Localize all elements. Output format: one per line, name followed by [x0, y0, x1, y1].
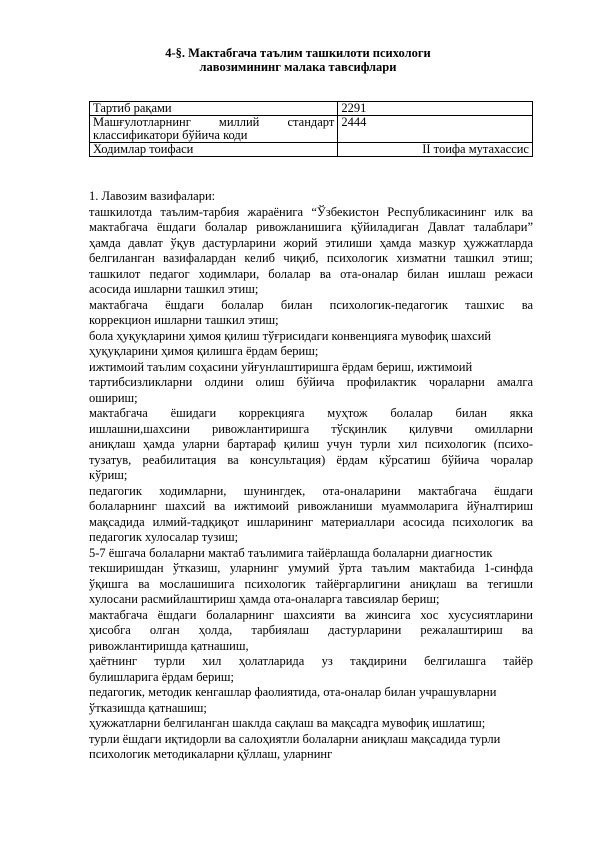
heading-line-2: лавозимининг малака тавсифлари — [199, 60, 397, 74]
body-line: ишлашни,шахсини ривожлантиришга тўсқинлик қилувчи омилларни — [89, 421, 533, 436]
row-value-staff-category: II тоифа мутахассис — [338, 143, 533, 157]
classifier-label-line-2: классификатори бўйича коди — [93, 128, 248, 142]
table-row — [90, 116, 533, 143]
body-line: ўтказишда қатнашиш; — [89, 700, 207, 715]
body-line: мактабгача ёшдаги болалар ривожланишига қўйиладиган Давлат талаблари” — [89, 220, 533, 234]
body-line: ҳамда давлат ўқув дастурларини жорий этилиши ҳамда мазкур ҳужжатларда — [89, 235, 533, 250]
body-line: ошириш; — [89, 390, 138, 405]
body-line: психологик методикаларни қўллаш, уларнинг — [89, 747, 333, 761]
body-line: текширишдан ўтказиш, уларнинг умумий ўрта таълим мактабида 1-синфда — [89, 561, 533, 575]
body-line: ташкилот педагог ходимлари, болалар ва ота-оналар билан ишлаш режаси — [89, 266, 533, 281]
position-info-table — [89, 101, 533, 157]
body-line: педагогик, методик кенгашлар фаолиятида, ота-оналар билан учрашувларни — [89, 685, 497, 699]
table-row — [90, 102, 533, 116]
body-line: ўқишга ва мослашишига психологик тайёргарлигини аниқлаш ва тегишли — [89, 576, 533, 591]
body-line: болаларнинг шахсий ва ижтимоий ривожланиши муаммоларига йўналтириш — [89, 499, 533, 513]
body-line: ҳисобга олган ҳолда, тарбиялаш дастурларини режалаштириш ва — [89, 623, 533, 637]
body-line: ҳужжатларни белгиланган шаклда сақлаш ва мақсадга мувофиқ ишлатиш; — [89, 716, 486, 730]
body-line: тартибсизликларни олдини олиш бўйича профилактик чораларни амалга — [89, 375, 533, 389]
body-line: мактабгача ёшдаги болаларнинг шахсияти ва жинсига хос хусусиятларини — [89, 607, 533, 622]
row-value-classifier-code: 2444 — [338, 116, 533, 143]
row-label-classifier-code — [90, 116, 338, 143]
duties-text — [89, 189, 533, 763]
section-heading — [0, 46, 596, 74]
body-line: ҳаётнинг турли хил ҳолатларида уз тақдирини белгилашга тайёр — [89, 654, 533, 668]
body-line: педагогик ходимларни, шунингдек, ота-оналарини мактабгача ёшдаги — [89, 483, 533, 498]
body-line: ташкилотда таълим-тарбия жараёнига “Ўзбекистон Республикасининг илк ва — [89, 204, 533, 219]
table-row — [90, 143, 533, 157]
body-line: 5-7 ёшгача болаларни мактаб таълимига тайёрлашда болаларни диагностик — [89, 545, 493, 560]
body-line: бола ҳуқуқларини ҳимоя қилиш тўғрисидаги конвенцияга мувофиқ шахсий — [89, 328, 492, 343]
body-line: асосида ишларни ташкил этиш; — [89, 282, 259, 296]
classifier-label-line-1: Машғулотларнинг миллий стандарт — [93, 115, 335, 129]
body-line: турли ёшдаги иқтидорли ва салоҳиятли болаларни аниқлаш мақсадида турли — [89, 731, 501, 746]
body-line: ижтимоий таълим соҳасини уйғунлаштиришга ёрдам бериш, ижтимоий — [89, 359, 473, 374]
body-line: ҳуқуқларини ҳимоя қилишга ёрдам бериш; — [89, 344, 319, 358]
body-line: мактабгача ёшдаги болалар билан психологик-педагогик ташхис ва — [89, 297, 533, 312]
row-label-staff-category: Ходимлар тоифаси — [90, 143, 338, 157]
body-line: 1. Лавозим вазифалари: — [89, 189, 216, 203]
row-value-order-number: 2291 — [338, 102, 533, 116]
row-label-order-number: Тартиб рақами — [90, 102, 338, 116]
body-line: тузатув, реабилитация ва консультация) ёрдам кўрсатиш бўйича чоралар — [89, 452, 533, 467]
body-line: педагогик хулосалар тузиш; — [89, 530, 239, 544]
body-line: ривожлантиришда қатнашиш, — [89, 638, 249, 653]
body-line: коррекцион ишларни ташкил этиш; — [89, 313, 279, 327]
body-line: хулосани расмийлаштириш ҳамда ота-оналарга тавсиялар бериш; — [89, 592, 440, 606]
heading-line-1: 4-§. Мактабгача таълим ташкилоти психологи — [165, 46, 431, 60]
body-line: мақсадида илмий-тадқиқот ишларининг материаллари асосида психологик ва — [89, 514, 533, 529]
body-line: мактабгача ёшидаги коррекцияга муҳтож болалар билан якка — [89, 406, 533, 420]
body-line: аниқлаш ҳамда уларни бартараф қилиш учун турли хил психологик (психо- — [89, 437, 533, 451]
body-line: кўриш; — [89, 468, 128, 482]
body-line: белгиланган вазифалардан келиб чиқиб, психологик хизматни ташкил этиш; — [89, 251, 533, 265]
body-line: булишларига ёрдам бериш; — [89, 669, 235, 684]
